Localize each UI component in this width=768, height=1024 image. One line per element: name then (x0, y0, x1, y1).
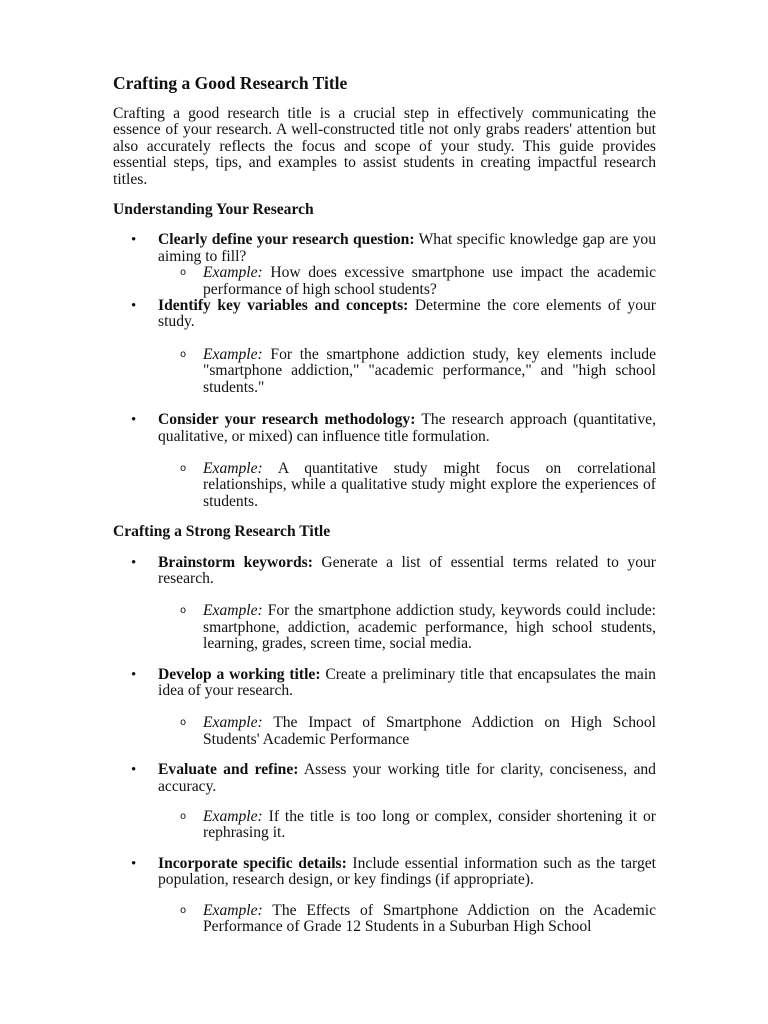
example-item (158, 603, 656, 652)
bullet-icon: • (131, 554, 137, 571)
bullet-lead: Incorporate specific details: (158, 854, 347, 872)
sub-bullet-icon: o (180, 605, 187, 617)
bullet-lead: Brainstorm keywords: (158, 553, 313, 571)
document-title: Crafting a Good Research Title (113, 73, 348, 93)
example-text: If the title is too long or complex, consider shortening it or rephrasing it. (203, 808, 656, 842)
intro-paragraph: Crafting a good research title is a crucial step in effectively communicating the essence of your research. A well-constructed title not only grabs readers' attention but also accurately reflects the focus and scope of your study. This guide provides essential steps, tips, and examples to assist students in creating impactful research titles. (113, 105, 656, 188)
example-label: Example: (203, 602, 263, 620)
example-text: The Impact of Smartphone Addiction on High School Students' Academic Performance (203, 714, 656, 748)
example-item (158, 903, 656, 936)
bullet-text: Create a preliminary title that encapsulates the main idea of your research. (158, 665, 656, 699)
sub-bullet-icon: o (180, 267, 187, 279)
bullet-lead: Identify key variables and concepts: (158, 297, 409, 315)
example-label: Example: (203, 345, 263, 363)
example-item (158, 265, 656, 298)
bullet-text: What specific knowledge gap are you aiming to fill? (158, 231, 656, 265)
bullet-icon: • (131, 412, 137, 429)
example-text: The Effects of Smartphone Addiction on the Academic Performance of Grade 12 Students in a Suburban High School (203, 901, 656, 936)
list-item (113, 555, 656, 667)
bullet-icon: • (131, 298, 137, 315)
example-label: Example: (203, 808, 263, 825)
section-heading-understanding: Understanding Your Research (113, 201, 314, 219)
list-item (113, 232, 656, 298)
example-item (158, 461, 656, 510)
bullet-lead: Develop a working title: (158, 665, 321, 683)
bullet-lead: Clearly define your research question: (158, 231, 415, 249)
example-label: Example: (203, 264, 263, 282)
bullet-icon: • (131, 232, 137, 249)
example-label: Example: (203, 459, 263, 477)
list-item (113, 856, 656, 936)
bullet-text: Generate a list of essential terms related to your research. (158, 553, 656, 587)
sub-bullet-icon: o (180, 811, 187, 822)
sub-bullet-icon: o (180, 904, 187, 916)
example-text: How does excessive smartphone use impact the academic performance of high school students? (203, 264, 656, 298)
document-page (113, 72, 656, 935)
bullet-text: Include essential information such as the target population, research design, or key findings (if appropriate). (158, 854, 657, 889)
example-text: For the smartphone addiction study, key elements include "smartphone addiction," "academic performance," and "high school students." (203, 345, 656, 396)
list-item (113, 412, 656, 510)
list-item (113, 762, 656, 856)
example-label: Example: (203, 714, 263, 732)
bullet-lead: Consider your research methodology: (158, 411, 416, 429)
bullet-text: The research approach (quantitative, qualitative, or mixed) can influence title formulation. (158, 411, 657, 445)
bullet-list-crafting (113, 555, 656, 936)
bullet-lead: Evaluate and refine: (158, 761, 299, 779)
list-item (113, 667, 656, 763)
example-item (158, 715, 656, 748)
list-item (113, 298, 656, 412)
bullet-icon: • (131, 855, 137, 872)
section-heading-crafting: Crafting a Strong Research Title (113, 523, 331, 541)
example-item (158, 809, 656, 842)
bullet-icon: • (131, 666, 137, 683)
example-text: A quantitative study might focus on correlational relationships, while a qualitative study might explore the experiences of students. (203, 459, 656, 510)
example-item (158, 347, 656, 396)
bullet-text: Determine the core elements of your study. (158, 297, 656, 331)
example-label: Example: (203, 901, 263, 919)
sub-bullet-icon: o (180, 462, 187, 474)
sub-bullet-icon: o (180, 348, 187, 360)
bullet-icon: • (131, 762, 137, 779)
sub-bullet-icon: o (180, 717, 187, 729)
bullet-text: Assess your working title for clarity, conciseness, and accuracy. (158, 761, 656, 795)
bullet-list-understanding (113, 232, 656, 510)
example-text: For the smartphone addiction study, keywords could include: smartphone, addiction, academic performance, high school students, learning, grades, screen time, social media. (203, 602, 656, 653)
